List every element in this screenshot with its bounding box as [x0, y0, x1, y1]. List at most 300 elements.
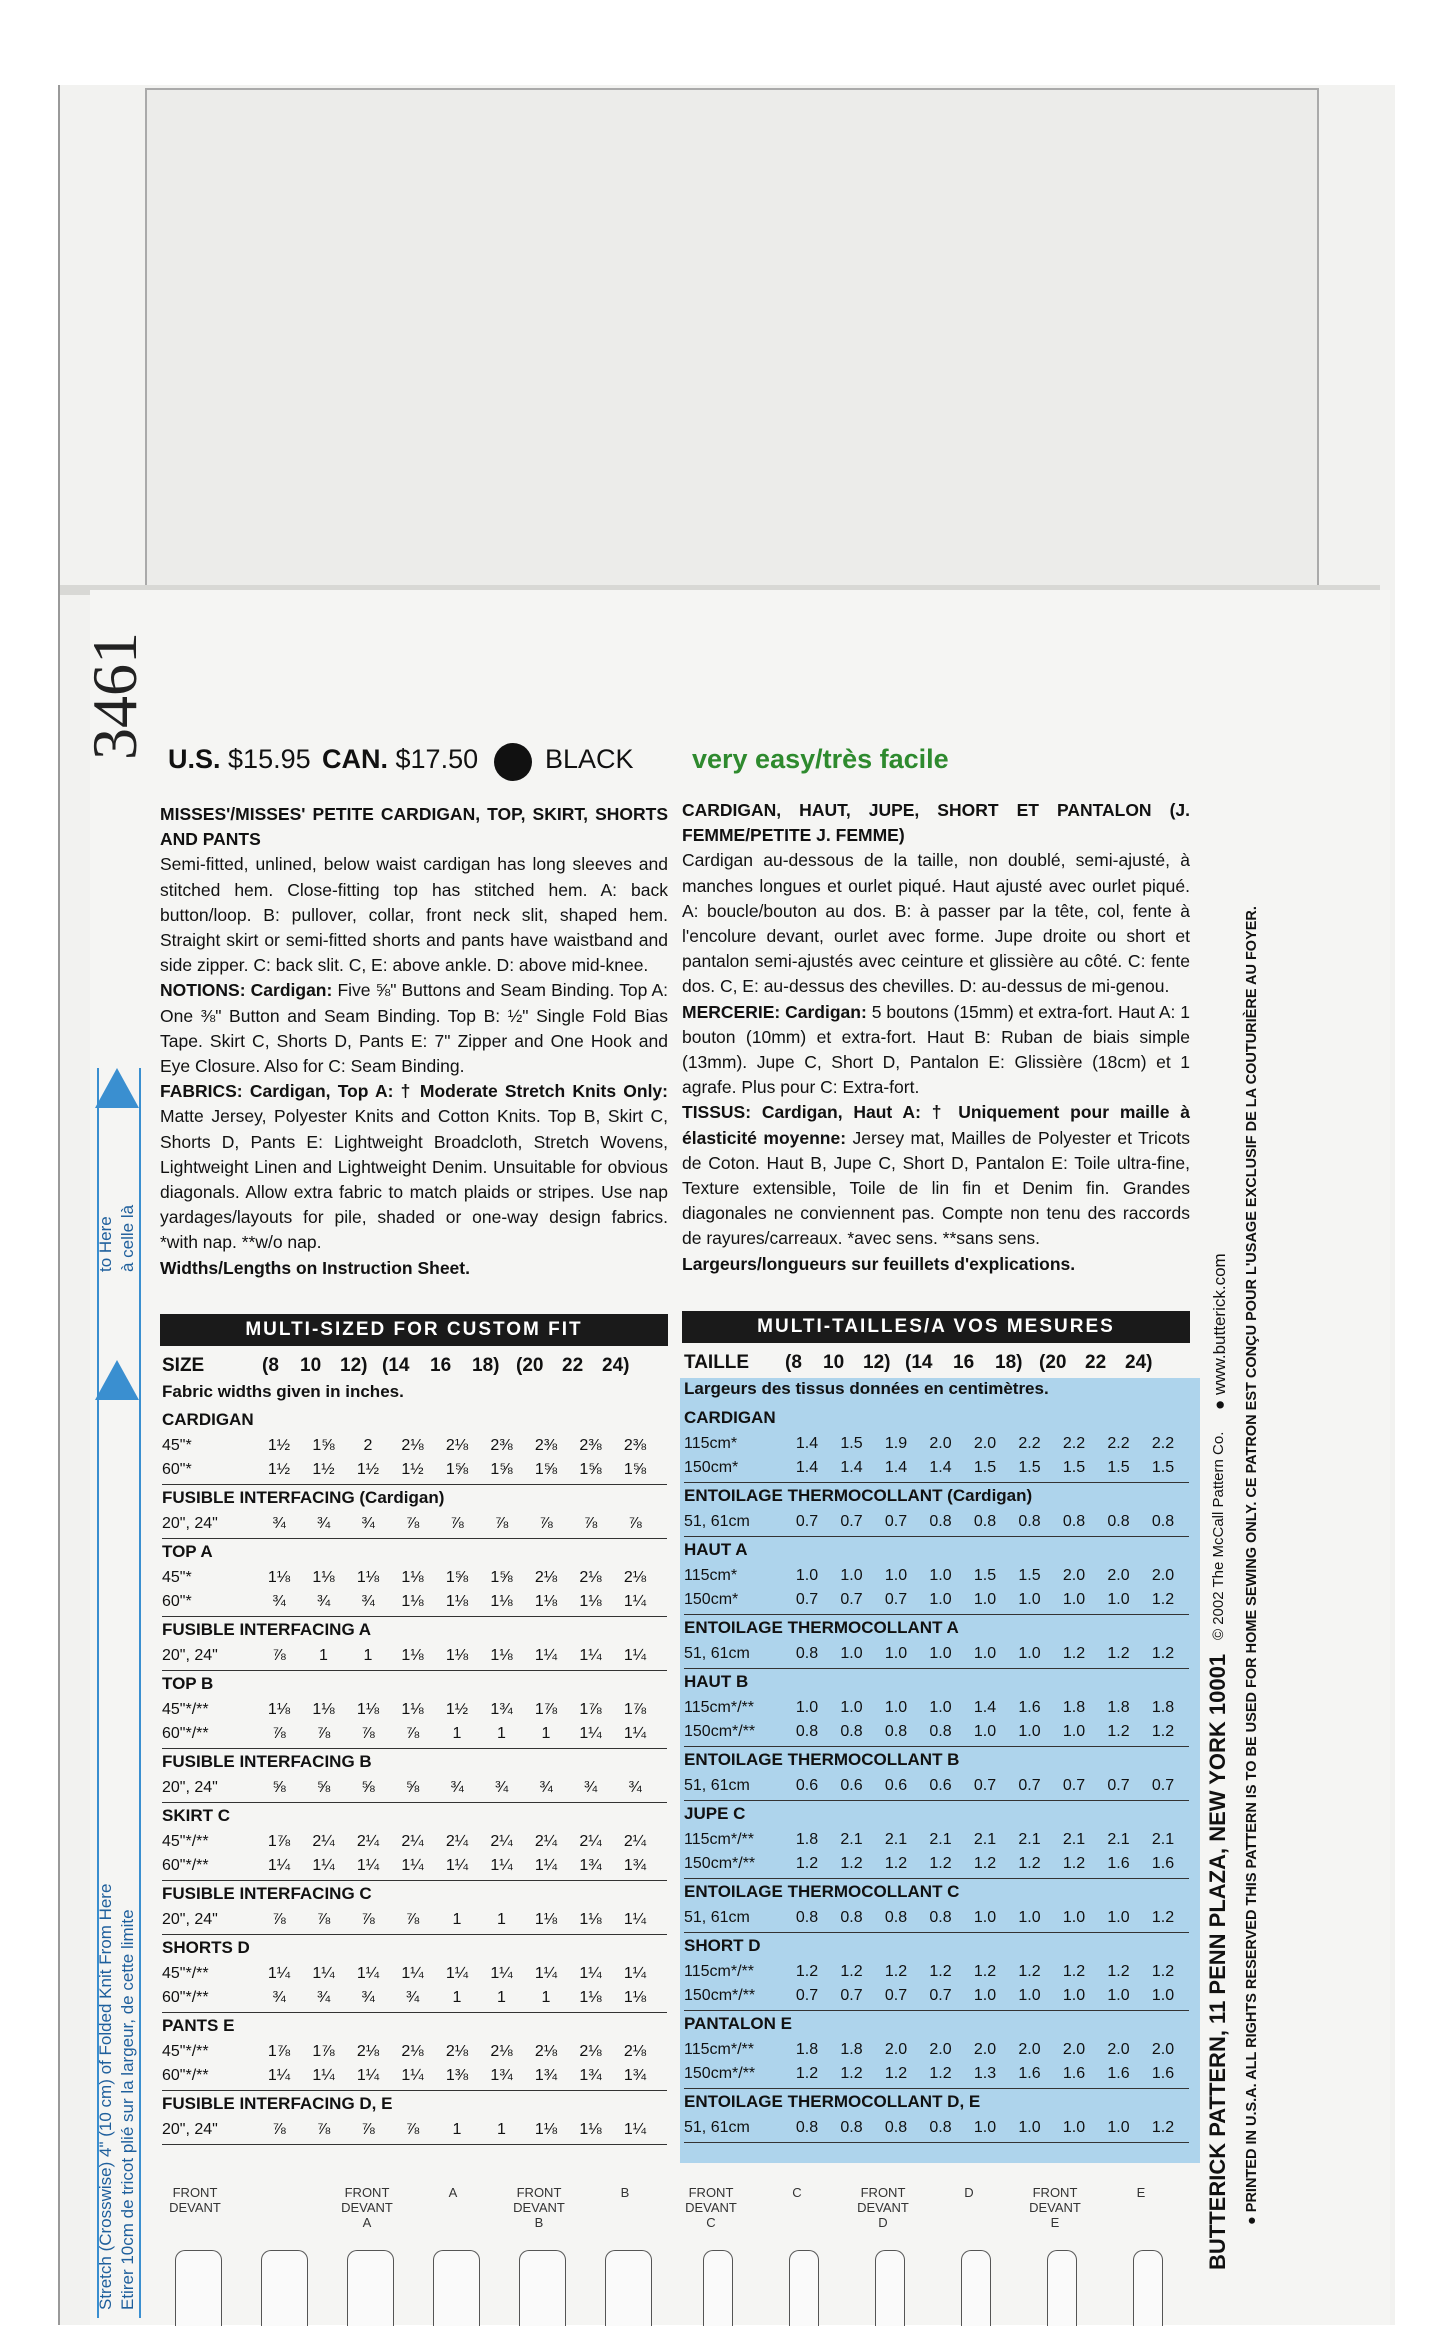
section-divider [162, 1802, 667, 1803]
table-cell: 2.0 [884, 2041, 908, 2058]
section-divider [684, 2142, 1189, 2143]
table-cell: ¾ [316, 1593, 331, 1610]
english-size-8: 24) [602, 1355, 630, 1376]
table-cell: 1.4 [840, 1459, 863, 1476]
row-label: 20", 24" [162, 1779, 218, 1796]
table-row [162, 2064, 662, 2088]
garment-sketch-icon [519, 2250, 566, 2326]
table-cell: 1 [541, 1725, 551, 1742]
table-cell: 1.0 [1018, 1723, 1041, 1740]
table-cell: 2⅛ [623, 2043, 647, 2060]
view-label [504, 2185, 574, 2230]
table-cell: 0.6 [795, 1777, 819, 1794]
company-address: BUTTERICK PATTERN, 11 PENN PLAZA, NEW YORK 10001 [1205, 1653, 1230, 2270]
english-description [160, 802, 668, 1281]
row-label: 45"*/** [162, 1701, 209, 1718]
table-cell: 1.8 [795, 1831, 819, 1848]
section-divider [162, 1748, 667, 1749]
table-cell: 0.8 [1062, 1513, 1086, 1530]
row-label: 60"* [162, 1461, 192, 1478]
table-cell: 2¼ [490, 1833, 513, 1850]
table-cell: 0.7 [929, 1987, 952, 2004]
table-cell: 1.5 [973, 1567, 997, 1584]
table-cell: 1.8 [1062, 1699, 1086, 1716]
table-row [162, 1962, 662, 1986]
table-cell: 1.0 [1018, 1909, 1041, 1926]
french-section-title: ENTOILAGE THERMOCOLLANT D, E [684, 2092, 981, 2111]
row-label: 45"*/** [162, 1965, 209, 1982]
table-cell: 1¼ [267, 1965, 291, 1982]
english-section-title: FUSIBLE INTERFACING D, E [162, 2094, 393, 2113]
french-description [682, 798, 1190, 1277]
row-label: 60"*/** [162, 1989, 209, 2006]
table-cell: 1.0 [1018, 2119, 1041, 2136]
table-cell: 1⅝ [579, 1461, 602, 1478]
table-cell: 1.4 [973, 1699, 997, 1716]
table-cell: 1.6 [1018, 1699, 1041, 1716]
table-cell: 2⅛ [534, 2043, 558, 2060]
table-cell: 1 [497, 1989, 506, 2006]
table-cell: 1¼ [579, 1965, 602, 1982]
view-label [676, 2185, 746, 2230]
table-row [684, 2038, 1184, 2062]
table-cell: ⅞ [316, 2121, 331, 2138]
table-cell: ⅝ [405, 1779, 420, 1796]
table-cell: 1.2 [840, 1855, 863, 1872]
french-size-3: (14 [905, 1352, 933, 1373]
view-letter: A [362, 2215, 372, 2230]
section-divider [162, 1538, 667, 1539]
table-cell: 1½ [267, 1437, 291, 1454]
section-divider [684, 1614, 1189, 1615]
table-cell: ¾ [361, 1989, 375, 2006]
view-letter: B [534, 2215, 544, 2230]
table-cell: 1.2 [1062, 1855, 1086, 1872]
section-divider [684, 2088, 1189, 2089]
french-section-title: JUPE C [684, 1804, 746, 1823]
table-row [684, 1720, 1184, 1744]
table-row [684, 1774, 1184, 1798]
table-cell: 1.0 [929, 1699, 952, 1716]
english-size-2: 12) [340, 1355, 368, 1376]
table-cell: 1.2 [840, 2065, 863, 2082]
french-fabrics: Jersey mat, Mailles de Polyester et Tricots de Coton. Haut B, Jupe C, Short D, Pantalon E: Toile ultra-fine, Texture extensible, Toile de lin fin et Denim fin. Grandes diagonales ne conviennent pas. Compte non tenu des raccords de rayures/carreaux. *avec sens. **sans sens. [682, 1127, 1190, 1249]
table-cell: 2¼ [312, 1833, 335, 1850]
table-cell: 1⅝ [490, 1461, 513, 1478]
table-cell: 1⅛ [579, 1989, 602, 2006]
row-label: 45"*/** [162, 2043, 209, 2060]
table-cell: 1.8 [795, 2041, 819, 2058]
table-cell: 2.0 [973, 1435, 997, 1452]
table-cell: 1.2 [795, 1855, 819, 1872]
table-cell: 1¼ [623, 1593, 647, 1610]
table-cell: 1¼ [312, 1965, 335, 1982]
section-divider [162, 2144, 667, 2145]
view-label [848, 2185, 918, 2230]
table-cell: 1¼ [534, 1965, 558, 1982]
view-label [1106, 2185, 1176, 2200]
table-cell: 2⅛ [445, 1437, 469, 1454]
french-size-4: 16 [953, 1352, 975, 1373]
table-cell: 2.0 [1107, 2041, 1130, 2058]
table-cell: 1⅛ [579, 2121, 602, 2138]
section-divider [162, 1484, 667, 1485]
to-here-fr: à celle là [118, 1204, 137, 1272]
table-cell: 1.6 [1062, 2065, 1086, 2082]
table-row [684, 1510, 1184, 1534]
row-label: 20", 24" [162, 2121, 218, 2138]
table-cell: 1.2 [1151, 1723, 1175, 1740]
english-size-3: (14 [382, 1355, 410, 1376]
table-cell: 1.0 [1018, 1591, 1041, 1608]
table-cell: 2.0 [1151, 2041, 1175, 2058]
english-size-4: 16 [430, 1355, 452, 1376]
table-cell: 1.0 [929, 1591, 952, 1608]
english-section-title: PANTS E [162, 2016, 235, 2035]
english-desc-text: Semi-fitted, unlined, below waist cardigan has long sleeves and stitched hem. Close-fitting top has stitched hem. A: back button/loop. B: pullover, collar, front neck slit, shaped hem. Straight skirt or semi-fitted shorts and pants have waistband and side zipper. C: back slit. C, E: above ankle. D: above mid-knee. [160, 854, 668, 976]
gauge-arrow-icon [95, 1068, 139, 1108]
view-letter: A [448, 2185, 458, 2200]
table-cell: 2.1 [840, 1831, 863, 1848]
table-cell: 1¼ [312, 1857, 335, 1874]
table-cell: 1 [363, 1647, 373, 1664]
row-label: 20", 24" [162, 1515, 218, 1532]
table-row [162, 1830, 662, 1854]
french-section-title: ENTOILAGE THERMOCOLLANT (Cardigan) [684, 1486, 1033, 1505]
table-row [684, 1696, 1184, 1720]
table-cell: 1.8 [1151, 1699, 1175, 1716]
view-letter: D [878, 2215, 888, 2230]
table-cell: ⅞ [405, 2121, 420, 2138]
section-divider [162, 1670, 667, 1671]
section-divider [684, 1536, 1189, 1537]
table-cell: 1.5 [1151, 1459, 1175, 1476]
garment-sketch-icon [789, 2250, 819, 2326]
english-section-title: SKIRT C [162, 1806, 230, 1825]
to-here-en: to Here [96, 1216, 115, 1272]
section-divider [684, 1482, 1189, 1483]
table-cell: 1.2 [1018, 1855, 1041, 1872]
table-cell: 2.1 [884, 1831, 908, 1848]
table-cell: 1.6 [1151, 2065, 1175, 2082]
french-section-title: CARDIGAN [684, 1408, 776, 1427]
table-cell: 0.8 [884, 1909, 908, 1926]
french-title: CARDIGAN, HAUT, JUPE, SHORT ET PANTALON (J. FEMME/PETITE J. FEMME) [682, 800, 1190, 846]
garment-sketch-icon [703, 2250, 733, 2326]
table-cell: ⅞ [450, 1515, 464, 1532]
view-label-bottom: DEVANT [857, 2200, 909, 2215]
table-cell: 0.8 [840, 1723, 863, 1740]
table-row [162, 1590, 662, 1614]
view-label-bottom: DEVANT [1029, 2200, 1081, 2215]
table-cell: ¾ [272, 1593, 286, 1610]
row-label: 60"*/** [162, 2067, 209, 2084]
table-cell: 1⅛ [579, 1593, 602, 1610]
garment-sketch-icon [175, 2250, 222, 2326]
section-divider [684, 1878, 1189, 1879]
english-title: MISSES'/MISSES' PETITE CARDIGAN, TOP, SKIRT, SHORTS AND PANTS [160, 804, 668, 850]
table-cell: ⅞ [272, 1725, 286, 1742]
row-label: 150cm*/** [684, 2065, 756, 2082]
table-cell: 1.0 [840, 1645, 863, 1662]
table-row [684, 1456, 1184, 1480]
table-cell: 1½ [267, 1461, 291, 1478]
row-label: 150cm*/** [684, 1987, 756, 2004]
stretch-gauge-fr: Etirer 10cm de tricot plié sur la largeur, de cette limite [118, 1909, 137, 2310]
table-cell: 1 [497, 2121, 506, 2138]
french-section-title: ENTOILAGE THERMOCOLLANT B [684, 1750, 960, 1769]
table-row [684, 2116, 1184, 2140]
table-cell: 1⅛ [401, 1569, 424, 1586]
table-row [162, 1722, 662, 1746]
table-cell: 0.8 [1151, 1513, 1175, 1530]
table-cell: 1.2 [840, 1963, 863, 1980]
table-cell: 2⅜ [623, 1437, 647, 1454]
table-cell: 0.8 [929, 2119, 952, 2136]
table-cell: 1 [452, 1725, 462, 1742]
table-cell: 2.0 [1062, 2041, 1086, 2058]
table-cell: 0.7 [884, 1591, 908, 1608]
difficulty-label: very easy/très facile [692, 744, 949, 774]
table-cell: 1¾ [579, 1857, 602, 1874]
french-widths-note: Largeurs/longueurs sur feuillets d'explications. [682, 1253, 1076, 1274]
table-cell: 0.7 [1151, 1777, 1175, 1794]
table-cell: 1¼ [445, 1965, 469, 1982]
table-cell: 2.0 [1107, 1567, 1130, 1584]
table-cell: 1⅞ [267, 1833, 291, 1850]
table-cell: 1¾ [579, 2067, 602, 2084]
view-letter: E [1050, 2215, 1060, 2230]
table-cell: 1¼ [401, 1965, 424, 1982]
table-cell: 1.0 [1151, 1987, 1175, 2004]
table-cell: 1⅞ [579, 1701, 602, 1718]
color-label: BLACK [545, 744, 634, 774]
table-cell: 0.7 [973, 1777, 997, 1794]
table-cell: 1.4 [795, 1435, 819, 1452]
table-cell: ⅞ [272, 2121, 286, 2138]
table-cell: 1.2 [1151, 1591, 1175, 1608]
french-fabric-widths-note: Largeurs des tissus données en centimètres. [684, 1379, 1049, 1398]
table-cell: 0.7 [840, 1987, 863, 2004]
table-cell: ⅞ [583, 1515, 598, 1532]
table-cell: ⅞ [272, 1647, 286, 1664]
table-cell: 0.7 [884, 1987, 908, 2004]
table-cell: 0.8 [795, 1723, 819, 1740]
table-row [684, 1906, 1184, 1930]
table-cell: 1.0 [1107, 1909, 1130, 1926]
table-cell: 2.0 [929, 1435, 952, 1452]
table-cell: 1.6 [1107, 1855, 1130, 1872]
row-label: 60"* [162, 1593, 192, 1610]
section-divider [684, 1668, 1189, 1669]
table-cell: 1¾ [534, 2067, 558, 2084]
french-notions-label: MERCERIE: Cardigan: [682, 1001, 867, 1022]
table-cell: ¾ [361, 1593, 375, 1610]
view-label-bottom: DEVANT [685, 2200, 737, 2215]
french-size-label: TAILLE [684, 1352, 750, 1373]
table-cell: 1¼ [623, 1647, 647, 1664]
row-label: 51, 61cm [684, 1513, 750, 1530]
table-cell: ⅝ [272, 1779, 286, 1796]
garment-sketch-icon [347, 2250, 394, 2326]
table-cell: 1.0 [795, 1699, 819, 1716]
table-cell: 1⅛ [534, 1593, 558, 1610]
table-cell: 2.2 [1151, 1435, 1175, 1452]
view-label-top: FRONT [860, 2185, 906, 2200]
price-can: CAN. $17.50 [322, 744, 479, 774]
english-widths-note: Widths/Lengths on Instruction Sheet. [160, 1257, 470, 1278]
table-cell: 2⅛ [445, 2043, 469, 2060]
table-row [162, 1908, 662, 1932]
table-cell: 0.7 [1107, 1777, 1130, 1794]
table-cell: 1⅝ [490, 1569, 513, 1586]
table-cell: 1⅛ [579, 1911, 602, 1928]
price-us: U.S. $15.95 [168, 744, 311, 774]
section-divider [684, 1932, 1189, 1933]
section-divider [162, 1616, 667, 1617]
table-row [162, 1458, 662, 1482]
table-cell: ⅞ [494, 1515, 509, 1532]
table-cell: ⅞ [405, 1725, 420, 1742]
table-cell: 1.6 [1151, 1855, 1175, 1872]
table-cell: 1.3 [973, 2065, 997, 2082]
english-section-title: FUSIBLE INTERFACING B [162, 1752, 372, 1771]
table-cell: 0.8 [1018, 1513, 1041, 1530]
table-cell: 1⅛ [623, 1989, 647, 2006]
table-cell: ⅝ [361, 1779, 375, 1796]
table-cell: 0.8 [884, 2119, 908, 2136]
english-size-label: SIZE [162, 1355, 205, 1376]
english-section-title: FUSIBLE INTERFACING C [162, 1884, 372, 1903]
table-cell: ⅞ [405, 1911, 420, 1928]
table-cell: 1.5 [973, 1459, 997, 1476]
table-cell: 2.0 [1062, 1567, 1086, 1584]
row-label: 115cm*/** [684, 2041, 754, 2058]
table-cell: ⅞ [361, 1725, 375, 1742]
view-letter: E [1136, 2185, 1146, 2200]
table-cell: 2.1 [929, 1831, 952, 1848]
table-cell: 1.6 [1018, 2065, 1041, 2082]
french-desc-text: Cardigan au-dessous de la taille, non doublé, semi-ajusté, à manches longues et ourlet piqué. Haut ajusté avec ourlet piqué. A: boucle/bouton au dos. B: à passer par la tête, col, fente à l'encolure devant, ourlet avec forme. Jupe droite ou short et pantalon semi-ajustés avec ceinture et glissière au côté. C: fente dos. C, E: au-dessus des chevilles. D: au-dessus de mi-genou. [682, 850, 1190, 997]
table-cell: ¾ [539, 1779, 553, 1796]
table-cell: ⅝ [316, 1779, 331, 1796]
view-letter: B [620, 2185, 630, 2200]
website: ● www.butterick.com [1210, 1253, 1229, 1410]
table-cell: 0.8 [795, 1645, 819, 1662]
table-cell: 2.2 [1062, 1435, 1086, 1452]
table-cell: 1.0 [973, 1987, 997, 2004]
table-cell: 1.4 [929, 1459, 952, 1476]
table-cell: 2.1 [1062, 1831, 1086, 1848]
table-cell: 2⅛ [401, 1437, 424, 1454]
table-cell: 1⅞ [312, 2043, 335, 2060]
table-cell: 0.8 [840, 1909, 863, 1926]
gauge-arrow-icon [95, 1360, 139, 1400]
table-cell: 1.5 [1018, 1567, 1041, 1584]
table-cell: 2⅛ [401, 2043, 424, 2060]
table-cell: 1.2 [884, 1855, 908, 1872]
table-cell: 0.6 [840, 1777, 863, 1794]
table-cell: 2¼ [356, 1833, 380, 1850]
table-cell: 1⅝ [534, 1461, 558, 1478]
table-cell: 2.0 [1018, 2041, 1041, 2058]
view-label [1020, 2185, 1090, 2230]
french-size-2: 12) [863, 1352, 891, 1373]
table-cell: 1.0 [1062, 1591, 1086, 1608]
table-cell: ⅞ [539, 1515, 553, 1532]
table-cell: 2.1 [1107, 1831, 1130, 1848]
table-cell: ¾ [628, 1779, 642, 1796]
garment-sketch-icon [433, 2250, 480, 2326]
table-cell: 0.6 [884, 1777, 908, 1794]
table-row [162, 1854, 662, 1878]
english-fabrics-label: FABRICS: Cardigan, Top A: † Moderate Stretch Knits Only: [160, 1081, 668, 1102]
row-label: 20", 24" [162, 1911, 218, 1928]
table-cell: 1⅛ [401, 1593, 424, 1610]
table-cell: 1.0 [840, 1567, 863, 1584]
table-cell: 1¼ [579, 1725, 602, 1742]
english-section-title: SHORTS D [162, 1938, 250, 1957]
row-label: 115cm* [684, 1567, 738, 1584]
table-cell: 1⅛ [490, 1647, 513, 1664]
table-cell: 1⅛ [356, 1569, 380, 1586]
table-cell: 1¼ [623, 1965, 647, 1982]
french-section-title: HAUT A [684, 1540, 748, 1559]
row-label: 115cm*/** [684, 1699, 754, 1716]
table-cell: 2¼ [623, 1833, 647, 1850]
row-label: 45"* [162, 1437, 192, 1454]
table-cell: 2.2 [1018, 1435, 1041, 1452]
section-divider [684, 1800, 1189, 1801]
french-size-6: (20 [1039, 1352, 1067, 1373]
english-size-5: 18) [472, 1355, 500, 1376]
table-cell: 1 [497, 1911, 506, 1928]
table-cell: 1.0 [1018, 1987, 1041, 2004]
table-cell: 1.8 [1107, 1699, 1130, 1716]
table-cell: 1.5 [1018, 1459, 1041, 1476]
view-label [418, 2185, 488, 2200]
view-label-top: FRONT [1032, 2185, 1078, 2200]
pattern-number: 3461 [79, 632, 150, 760]
table-cell: 1⅜ [445, 2067, 469, 2084]
table-cell: 1⅛ [490, 1593, 513, 1610]
table-row [684, 2062, 1184, 2086]
table-cell: 0.7 [795, 1591, 819, 1608]
table-cell: 1.0 [1107, 2119, 1130, 2136]
english-chart-header: MULTI-SIZED FOR CUSTOM FIT [160, 1314, 668, 1346]
table-row [162, 2118, 662, 2142]
table-cell: 0.8 [795, 1909, 819, 1926]
table-row [162, 1776, 662, 1800]
table-cell: 1.2 [1062, 1963, 1086, 1980]
table-cell: 1.0 [929, 1645, 952, 1662]
table-row [684, 1828, 1184, 1852]
table-cell: 1.2 [1151, 1963, 1175, 1980]
view-label [762, 2185, 832, 2200]
table-cell: 2.2 [1107, 1435, 1130, 1452]
table-cell: ¾ [494, 1779, 509, 1796]
table-cell: 1½ [312, 1461, 335, 1478]
table-cell: 2¼ [534, 1833, 558, 1850]
table-row [162, 1644, 662, 1668]
view-label [590, 2185, 660, 2200]
table-cell: 0.8 [929, 1513, 952, 1530]
table-cell: 1¼ [267, 1857, 291, 1874]
table-cell: 1.0 [884, 1699, 908, 1716]
table-cell: 1.0 [1062, 2119, 1086, 2136]
table-cell: 1¼ [356, 1857, 380, 1874]
table-cell: 1½ [356, 1461, 380, 1478]
